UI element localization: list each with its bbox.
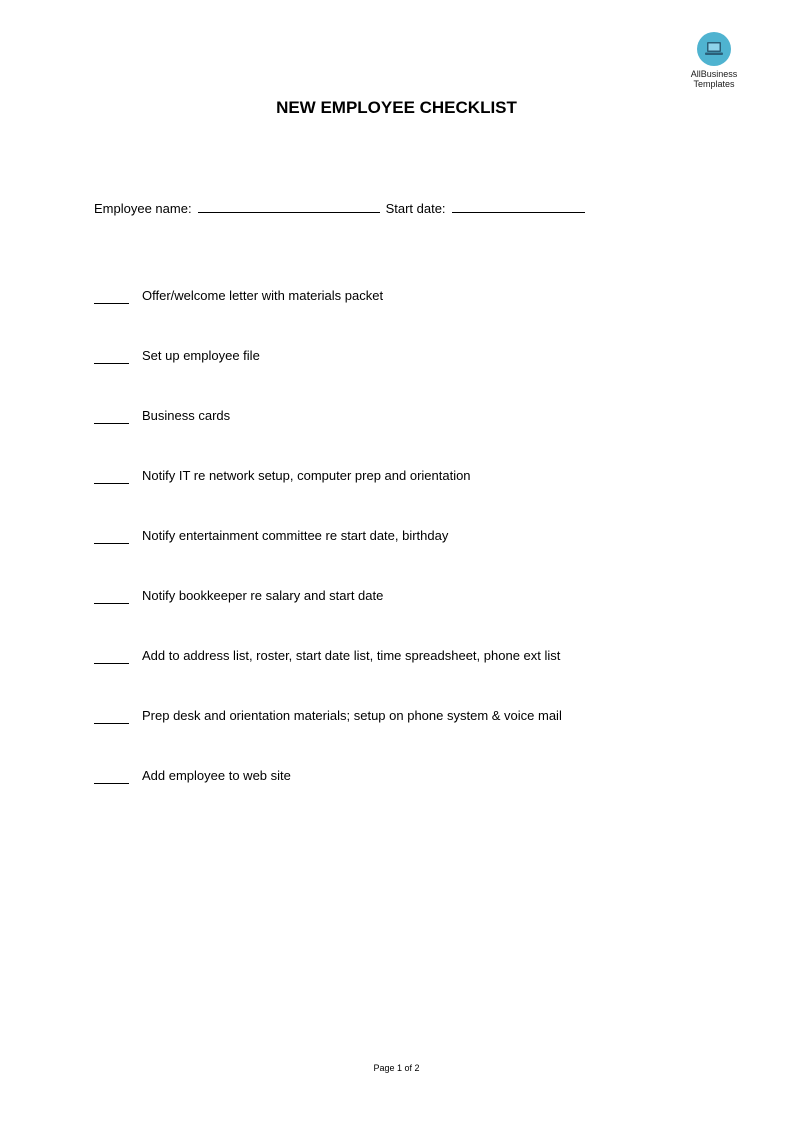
checklist xyxy=(94,288,562,828)
checklist-item xyxy=(94,648,562,708)
check-blank[interactable] xyxy=(94,528,129,544)
checklist-item xyxy=(94,768,562,828)
check-blank[interactable] xyxy=(94,468,129,484)
checklist-item-label: Set up employee file xyxy=(142,348,260,363)
logo-line-1: AllBusiness xyxy=(690,69,738,79)
check-blank[interactable] xyxy=(94,648,129,664)
checklist-item-label: Notify IT re network setup, computer prep and orientation xyxy=(142,468,471,483)
check-blank[interactable] xyxy=(94,408,129,424)
checklist-item xyxy=(94,708,562,768)
employee-name-label: Employee name: xyxy=(94,201,192,216)
checklist-item-label: Notify entertainment committee re start date, birthday xyxy=(142,528,449,543)
check-blank[interactable] xyxy=(94,708,129,724)
checklist-item-label: Prep desk and orientation materials; setup on phone system & voice mail xyxy=(142,708,562,723)
brand-logo xyxy=(682,32,746,89)
check-blank[interactable] xyxy=(94,288,129,304)
start-date-blank[interactable] xyxy=(452,198,585,213)
employee-fields xyxy=(94,198,585,216)
checklist-item xyxy=(94,588,562,648)
checklist-item-label: Offer/welcome letter with materials packet xyxy=(142,288,384,303)
checklist-item xyxy=(94,408,562,468)
checklist-item-label: Business cards xyxy=(142,408,231,423)
check-blank[interactable] xyxy=(94,348,129,364)
checklist-item-label: Notify bookkeeper re salary and start date xyxy=(142,588,384,603)
check-blank[interactable] xyxy=(94,768,129,784)
employee-name-blank[interactable] xyxy=(198,198,380,213)
checklist-item-label: Add to address list, roster, start date list, time spreadsheet, phone ext list xyxy=(142,648,561,663)
checklist-item xyxy=(94,528,562,588)
laptop-icon xyxy=(697,32,731,66)
page-title: NEW EMPLOYEE CHECKLIST xyxy=(276,98,517,117)
page-number: Page 1 of 2 xyxy=(373,1063,420,1073)
checklist-item xyxy=(94,348,562,408)
check-blank[interactable] xyxy=(94,588,129,604)
start-date-label: Start date: xyxy=(385,201,446,216)
checklist-item-label: Add employee to web site xyxy=(142,768,291,783)
checklist-item xyxy=(94,288,562,348)
checklist-item xyxy=(94,468,562,528)
logo-line-2: Templates xyxy=(693,79,735,89)
